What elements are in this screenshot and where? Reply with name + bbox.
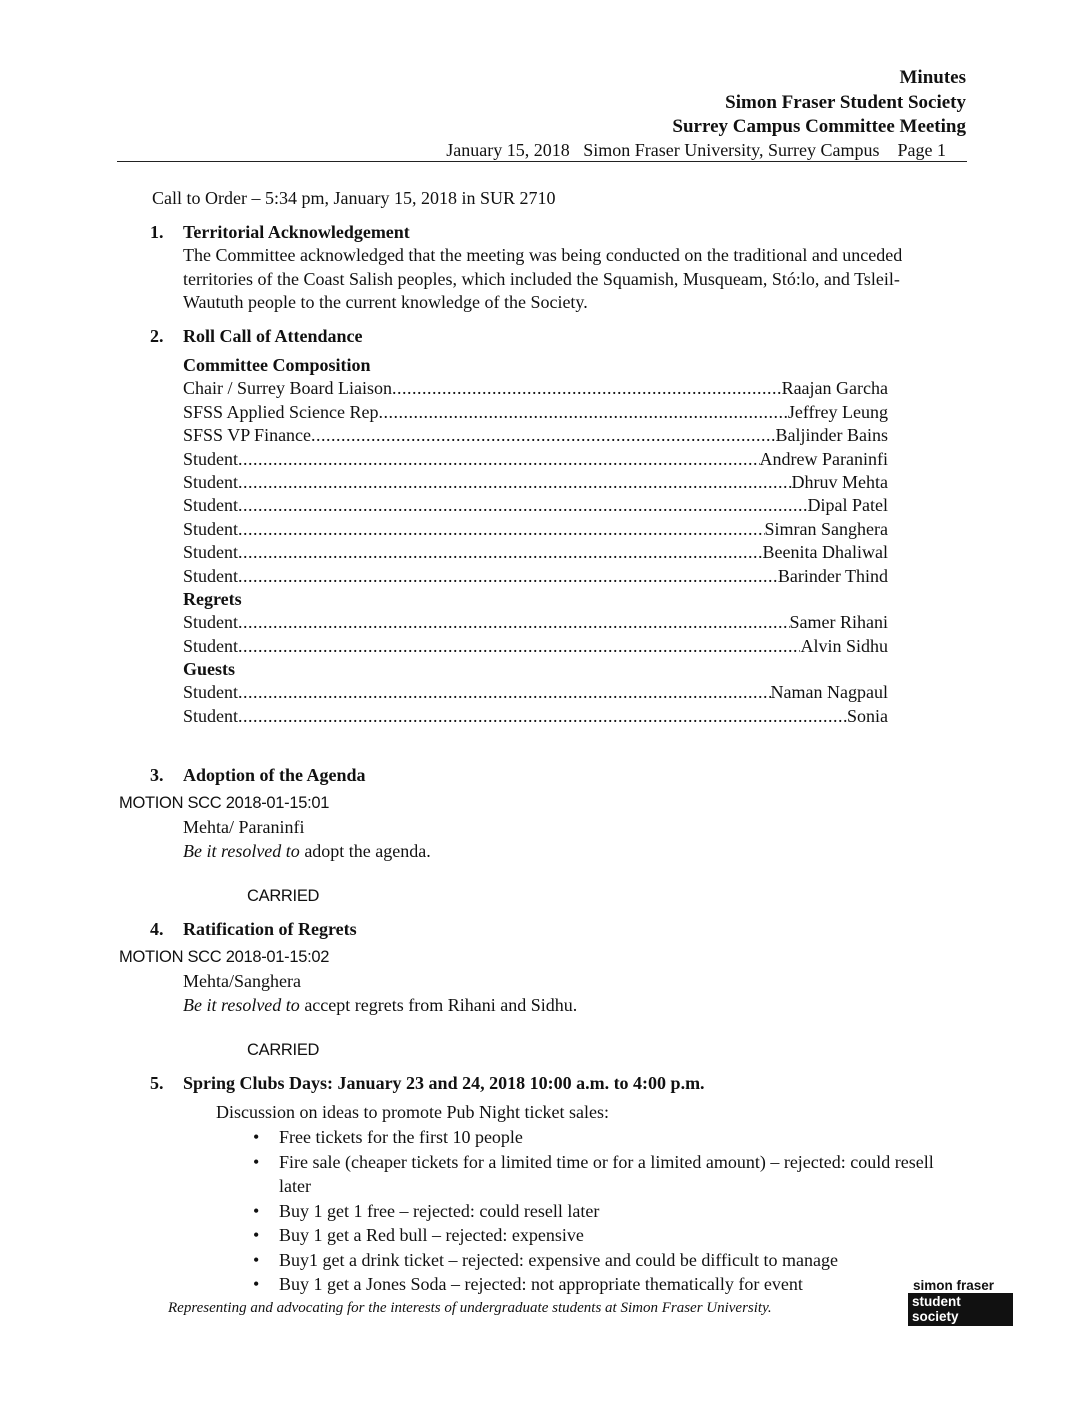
- section-title-clubs-days: Spring Clubs Days: January 23 and 24, 2018 10:00 a.m. to 4:00 p.m.: [183, 1073, 705, 1093]
- roster-name: Samer Rihani: [789, 612, 888, 633]
- list-item: [247, 1125, 967, 1150]
- motion-resolution: [183, 994, 577, 1017]
- leader-dots: [392, 377, 782, 400]
- roster-row: [183, 401, 888, 424]
- roster-row: [183, 611, 888, 634]
- roster-name: Raajan Garcha: [781, 378, 888, 399]
- roster-row: [183, 635, 888, 658]
- section-title-agenda: Adoption of the Agenda: [183, 765, 366, 785]
- section-title-roll-call: Roll Call of Attendance: [183, 326, 363, 346]
- roster-name: Alvin Sidhu: [800, 635, 888, 656]
- roster-row: [183, 541, 888, 564]
- list-item-text: Buy 1 get a Jones Soda – rejected: not appropriate thematically for event: [279, 1274, 803, 1294]
- list-item: [247, 1248, 967, 1273]
- section-title-regrets: Ratification of Regrets: [183, 919, 357, 939]
- list-item-text: Buy 1 get a Red bull – rejected: expensive: [279, 1225, 584, 1245]
- resolved-text: accept regrets from Rihani and Sidhu.: [299, 995, 578, 1015]
- roster-name: Baljinder Bains: [775, 425, 888, 446]
- leader-dots: [238, 494, 808, 517]
- roster-row: [183, 377, 888, 400]
- leader-dots: [379, 401, 788, 424]
- section-title-territorial: Territorial Acknowledgement: [183, 222, 410, 242]
- roster-role: SFSS VP Finance: [183, 425, 312, 446]
- motion-result: CARRIED: [247, 1041, 320, 1059]
- roster-role: Student: [183, 518, 239, 539]
- header-divider: [117, 161, 967, 162]
- list-item: [247, 1223, 967, 1248]
- roster-role: Student: [183, 612, 239, 633]
- roster-name: Barinder Thind: [777, 565, 888, 586]
- roster-name: Andrew Paraninfi: [759, 448, 888, 469]
- resolved-prefix: Be it resolved to: [183, 995, 300, 1015]
- list-item-text: Buy 1 get 1 free – rejected: could resell later: [279, 1200, 600, 1221]
- bullet-icon: •: [253, 1225, 260, 1245]
- roster-role: Student: [183, 542, 239, 563]
- leader-dots: [238, 448, 760, 471]
- motion-id: MOTION SCC 2018-01-15:01: [119, 794, 330, 812]
- org-name: Simon Fraser Student Society: [725, 92, 966, 113]
- roster-role: Student: [183, 495, 239, 516]
- roster-name: Jeffrey Leung: [787, 401, 888, 422]
- list-item: [247, 1199, 967, 1224]
- promotion-ideas-list: [247, 1125, 967, 1297]
- date-location-page: January 15, 2018 Simon Fraser University, Surrey Campus Page 1: [446, 140, 946, 160]
- leader-dots: [238, 518, 765, 541]
- roster-role: Student: [183, 565, 239, 586]
- roster-row: [183, 494, 888, 517]
- roster-name: Dhruv Mehta: [791, 471, 888, 492]
- footer-tagline: Representing and advocating for the interests of undergraduate students at Simon Fraser University.: [168, 1300, 772, 1316]
- roster-role: Student: [183, 448, 239, 469]
- section-number: 1.: [150, 222, 164, 242]
- roster-row: [183, 681, 888, 704]
- roster-role: SFSS Applied Science Rep: [183, 401, 379, 422]
- resolved-prefix: Be it resolved to: [183, 841, 300, 861]
- leader-dots: [238, 635, 800, 658]
- list-item-text: Fire sale (cheaper tickets for a limited time or for a limited amount) – rejected: could resell later: [279, 1151, 934, 1196]
- roster-name: Sonia: [846, 705, 888, 726]
- motion-result: CARRIED: [247, 887, 320, 905]
- roster-role: Student: [183, 682, 239, 703]
- list-item: [247, 1150, 967, 1199]
- roster-role: Chair / Surrey Board Liaison: [183, 378, 392, 399]
- leader-dots: [238, 471, 792, 494]
- leader-dots: [311, 424, 775, 447]
- call-to-order: Call to Order – 5:34 pm, January 15, 2018 in SUR 2710: [152, 188, 556, 208]
- meeting-name: Surrey Campus Committee Meeting: [672, 116, 966, 137]
- roster-row: [183, 518, 888, 541]
- roster-row: [183, 448, 888, 471]
- list-item: [247, 1272, 967, 1297]
- roster-row: [183, 705, 888, 728]
- regrets-heading: Regrets: [183, 588, 242, 609]
- bullet-icon: •: [253, 1200, 260, 1221]
- roster-name: Simran Sanghera: [764, 518, 888, 539]
- guests-heading: Guests: [183, 659, 236, 680]
- bullet-icon: •: [253, 1127, 260, 1147]
- roster-name: Naman Nagpaul: [770, 682, 888, 703]
- sfss-logo: [908, 1278, 1013, 1324]
- motion-movers: Mehta/Sanghera: [183, 971, 301, 991]
- motion-id: MOTION SCC 2018-01-15:02: [119, 948, 330, 966]
- logo-line-2: student society: [908, 1293, 1013, 1326]
- motion-resolution: [183, 840, 431, 863]
- composition-heading: Committee Composition: [183, 355, 371, 375]
- motion-movers: Mehta/ Paraninfi: [183, 817, 305, 837]
- bullet-icon: •: [253, 1151, 260, 1172]
- leader-dots: [238, 611, 790, 634]
- list-item-text: Buy1 get a drink ticket – rejected: expensive and could be difficult to manage: [279, 1249, 838, 1270]
- roster-role: Student: [183, 471, 239, 492]
- territorial-acknowledgement-text: The Committee acknowledged that the meeting was being conducted on the traditional and unceded territories of the Coast Salish peoples, which included the Squamish, Musqueam, Stó:lo, and Tsleil-Waututh people to the current knowledge of the Society.: [183, 245, 903, 312]
- roster-name: Beenita Dhaliwal: [762, 542, 888, 563]
- leader-dots: [238, 681, 771, 704]
- roster-row: [183, 471, 888, 494]
- section-number: 3.: [150, 765, 164, 785]
- section-number: 5.: [150, 1073, 164, 1093]
- list-item-text: Free tickets for the first 10 people: [279, 1127, 523, 1147]
- roster-role: Student: [183, 635, 239, 656]
- section-number: 4.: [150, 919, 164, 939]
- attendance-roster: [183, 354, 888, 728]
- roster-name: Dipal Patel: [807, 495, 888, 516]
- leader-dots: [238, 705, 847, 728]
- doc-title: Minutes: [899, 67, 966, 88]
- resolved-text: adopt the agenda.: [299, 841, 431, 861]
- roster-role: Student: [183, 705, 239, 726]
- leader-dots: [238, 565, 778, 588]
- section-number: 2.: [150, 326, 164, 346]
- bullet-icon: •: [253, 1274, 260, 1294]
- roster-row: [183, 424, 888, 447]
- bullet-icon: •: [253, 1249, 260, 1270]
- discussion-intro: Discussion on ideas to promote Pub Night ticket sales:: [216, 1102, 609, 1122]
- roster-row: [183, 565, 888, 588]
- logo-line-1: simon fraser: [913, 1278, 995, 1293]
- leader-dots: [238, 541, 763, 564]
